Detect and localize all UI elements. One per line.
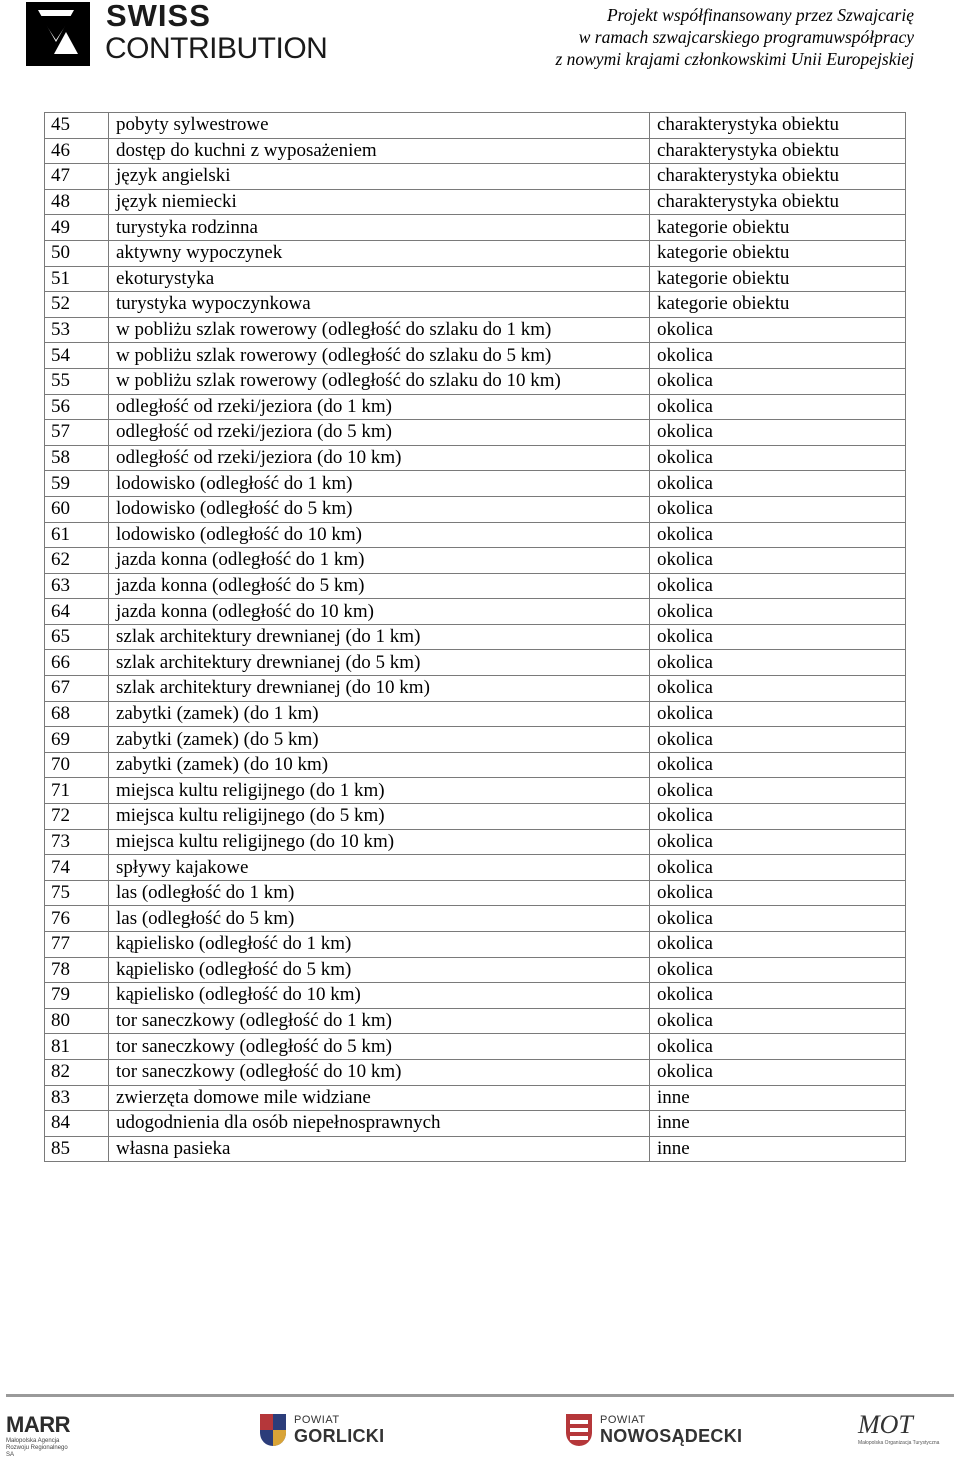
gorlicki-crest-icon — [260, 1414, 286, 1446]
row-number: 59 — [45, 471, 109, 497]
table-row — [45, 1136, 906, 1162]
row-number: 69 — [45, 727, 109, 753]
row-name: odległość od rzeki/jeziora (do 1 km) — [109, 394, 650, 420]
row-name: zabytki (zamek) (do 10 km) — [109, 752, 650, 778]
row-name: turystyka rodzinna — [109, 215, 650, 241]
row-category: inne — [650, 1111, 906, 1137]
row-number: 50 — [45, 240, 109, 266]
row-number: 77 — [45, 932, 109, 958]
row-category: inne — [650, 1085, 906, 1111]
logo-line-1: SWISS — [106, 0, 211, 33]
row-name: ekoturystyka — [109, 266, 650, 292]
table-row — [45, 189, 906, 215]
row-category: okolica — [650, 932, 906, 958]
table-row — [45, 752, 906, 778]
row-name: jazda konna (odległość do 10 km) — [109, 599, 650, 625]
row-number: 79 — [45, 983, 109, 1009]
row-number: 73 — [45, 829, 109, 855]
row-name: w pobliżu szlak rowerowy (odległość do szlaku do 5 km) — [109, 343, 650, 369]
table-row — [45, 522, 906, 548]
row-category: okolica — [650, 1008, 906, 1034]
table-row — [45, 164, 906, 190]
row-name: pobyty sylwestrowe — [109, 113, 650, 139]
row-number: 70 — [45, 752, 109, 778]
table-row — [45, 650, 906, 676]
table-row — [45, 1085, 906, 1111]
row-number: 62 — [45, 548, 109, 574]
row-name: lodowisko (odległość do 10 km) — [109, 522, 650, 548]
row-category: okolica — [650, 317, 906, 343]
nowosadecki-label-2: NOWOSĄDECKI — [600, 1425, 743, 1446]
table-row — [45, 1059, 906, 1085]
row-number: 84 — [45, 1111, 109, 1137]
table-row — [45, 471, 906, 497]
row-number: 75 — [45, 880, 109, 906]
table-row — [45, 138, 906, 164]
row-name: kąpielisko (odległość do 5 km) — [109, 957, 650, 983]
powiat-gorlicki-logo — [260, 1414, 384, 1446]
attributes-table — [44, 112, 905, 1162]
table-row — [45, 855, 906, 881]
row-category: okolica — [650, 624, 906, 650]
nowosadecki-crest-icon — [566, 1414, 592, 1446]
row-name: lodowisko (odległość do 1 km) — [109, 471, 650, 497]
table-row — [45, 727, 906, 753]
row-category: okolica — [650, 599, 906, 625]
row-name: turystyka wypoczynkowa — [109, 292, 650, 318]
row-category: okolica — [650, 752, 906, 778]
row-category: okolica — [650, 420, 906, 446]
row-number: 60 — [45, 496, 109, 522]
cofinancing-note-line-1: Projekt współfinansowany przez Szwajcarię — [606, 5, 914, 25]
row-category: charakterystyka obiektu — [650, 189, 906, 215]
table-row — [45, 1034, 906, 1060]
mot-logo-mark: MOT — [858, 1410, 913, 1439]
row-number: 58 — [45, 445, 109, 471]
row-name: tor saneczkowy (odległość do 1 km) — [109, 1008, 650, 1034]
row-name: zabytki (zamek) (do 5 km) — [109, 727, 650, 753]
row-name: zwierzęta domowe mile widziane — [109, 1085, 650, 1111]
cofinancing-note-line-3: z nowymi krajami członkowskimi Unii Europejskiej — [555, 49, 914, 69]
row-number: 81 — [45, 1034, 109, 1060]
row-number: 68 — [45, 701, 109, 727]
row-category: okolica — [650, 880, 906, 906]
row-number: 66 — [45, 650, 109, 676]
row-number: 83 — [45, 1085, 109, 1111]
gorlicki-label-2: GORLICKI — [294, 1425, 385, 1446]
row-number: 53 — [45, 317, 109, 343]
row-name: las (odległość do 5 km) — [109, 906, 650, 932]
table-row — [45, 496, 906, 522]
row-category: okolica — [650, 548, 906, 574]
table-row — [45, 445, 906, 471]
table-row — [45, 624, 906, 650]
row-name: szlak architektury drewnianej (do 5 km) — [109, 650, 650, 676]
row-number: 56 — [45, 394, 109, 420]
table-row — [45, 266, 906, 292]
row-name: język niemiecki — [109, 189, 650, 215]
row-category: okolica — [650, 701, 906, 727]
row-number: 52 — [45, 292, 109, 318]
row-number: 49 — [45, 215, 109, 241]
row-category: okolica — [650, 804, 906, 830]
row-number: 55 — [45, 368, 109, 394]
row-number: 67 — [45, 676, 109, 702]
row-number: 61 — [45, 522, 109, 548]
row-category: okolica — [650, 957, 906, 983]
marr-logo — [6, 1414, 76, 1459]
table-row — [45, 957, 906, 983]
row-name: lodowisko (odległość do 5 km) — [109, 496, 650, 522]
row-name: jazda konna (odległość do 5 km) — [109, 573, 650, 599]
marr-logo-title: MARR — [6, 1412, 70, 1437]
row-category: kategorie obiektu — [650, 292, 906, 318]
swiss-contribution-logo — [26, 2, 346, 68]
table-row — [45, 701, 906, 727]
row-name: tor saneczkowy (odległość do 10 km) — [109, 1059, 650, 1085]
row-name: jazda konna (odległość do 1 km) — [109, 548, 650, 574]
table-row — [45, 676, 906, 702]
row-name: zabytki (zamek) (do 1 km) — [109, 701, 650, 727]
row-name: własna pasieka — [109, 1136, 650, 1162]
table-row — [45, 880, 906, 906]
row-category: okolica — [650, 573, 906, 599]
table-row — [45, 343, 906, 369]
row-category: okolica — [650, 676, 906, 702]
row-category: kategorie obiektu — [650, 215, 906, 241]
row-name: szlak architektury drewnianej (do 1 km) — [109, 624, 650, 650]
row-number: 72 — [45, 804, 109, 830]
row-category: okolica — [650, 1059, 906, 1085]
row-name: odległość od rzeki/jeziora (do 5 km) — [109, 420, 650, 446]
table-row — [45, 778, 906, 804]
row-category: charakterystyka obiektu — [650, 164, 906, 190]
row-category: okolica — [650, 855, 906, 881]
row-number: 74 — [45, 855, 109, 881]
row-category: okolica — [650, 496, 906, 522]
table-row — [45, 1008, 906, 1034]
table-row — [45, 215, 906, 241]
row-category: okolica — [650, 471, 906, 497]
row-name: w pobliżu szlak rowerowy (odległość do szlaku do 10 km) — [109, 368, 650, 394]
row-name: dostęp do kuchni z wyposażeniem — [109, 138, 650, 164]
cofinancing-note-line-2: w ramach szwajcarskiego programuwspółpracy — [578, 27, 914, 47]
row-category: okolica — [650, 650, 906, 676]
row-name: kąpielisko (odległość do 1 km) — [109, 932, 650, 958]
table-row — [45, 420, 906, 446]
table-row — [45, 317, 906, 343]
row-number: 76 — [45, 906, 109, 932]
row-name: kąpielisko (odległość do 10 km) — [109, 983, 650, 1009]
row-name: aktywny wypoczynek — [109, 240, 650, 266]
row-category: okolica — [650, 778, 906, 804]
row-number: 65 — [45, 624, 109, 650]
row-number: 80 — [45, 1008, 109, 1034]
row-name: spływy kajakowe — [109, 855, 650, 881]
row-category: okolica — [650, 522, 906, 548]
row-category: charakterystyka obiektu — [650, 113, 906, 139]
table-row — [45, 548, 906, 574]
table-row — [45, 983, 906, 1009]
row-number: 64 — [45, 599, 109, 625]
cofinancing-note — [555, 4, 914, 70]
table-row — [45, 240, 906, 266]
row-category: charakterystyka obiektu — [650, 138, 906, 164]
table-row — [45, 906, 906, 932]
row-category: okolica — [650, 829, 906, 855]
row-number: 63 — [45, 573, 109, 599]
row-number: 57 — [45, 420, 109, 446]
row-category: kategorie obiektu — [650, 240, 906, 266]
gorlicki-label-1: POWIAT — [294, 1413, 340, 1426]
logo-line-2: CONTRIBUTION — [105, 32, 328, 65]
footer-divider — [6, 1394, 954, 1397]
row-number: 85 — [45, 1136, 109, 1162]
row-name: miejsca kultu religijnego (do 5 km) — [109, 804, 650, 830]
table-row — [45, 829, 906, 855]
row-number: 47 — [45, 164, 109, 190]
row-category: okolica — [650, 727, 906, 753]
row-name: tor saneczkowy (odległość do 5 km) — [109, 1034, 650, 1060]
table-row — [45, 932, 906, 958]
table-row — [45, 599, 906, 625]
table-row — [45, 292, 906, 318]
row-category: kategorie obiektu — [650, 266, 906, 292]
mot-logo — [858, 1410, 939, 1446]
row-number: 82 — [45, 1059, 109, 1085]
attributes-table-body — [45, 113, 906, 1162]
table-row — [45, 804, 906, 830]
table-row — [45, 368, 906, 394]
row-name: język angielski — [109, 164, 650, 190]
row-name: las (odległość do 1 km) — [109, 880, 650, 906]
marr-logo-subtitle: Małopolska Agencja Rozwoju Regionalnego SA — [6, 1438, 68, 1458]
row-name: miejsca kultu religijnego (do 10 km) — [109, 829, 650, 855]
table-row — [45, 113, 906, 139]
row-name: w pobliżu szlak rowerowy (odległość do szlaku do 1 km) — [109, 317, 650, 343]
row-category: inne — [650, 1136, 906, 1162]
row-category: okolica — [650, 343, 906, 369]
row-category: okolica — [650, 906, 906, 932]
row-category: okolica — [650, 1034, 906, 1060]
row-name: udogodnienia dla osób niepełnosprawnych — [109, 1111, 650, 1137]
footer-logos — [0, 1400, 960, 1461]
row-number: 54 — [45, 343, 109, 369]
table-row — [45, 573, 906, 599]
row-number: 48 — [45, 189, 109, 215]
row-name: odległość od rzeki/jeziora (do 10 km) — [109, 445, 650, 471]
table-row — [45, 394, 906, 420]
row-category: okolica — [650, 368, 906, 394]
row-number: 71 — [45, 778, 109, 804]
row-category: okolica — [650, 983, 906, 1009]
row-number: 46 — [45, 138, 109, 164]
nowosadecki-label-1: POWIAT — [600, 1413, 646, 1426]
row-number: 51 — [45, 266, 109, 292]
mot-logo-subtitle: Małopolska Organizacja Turystyczna — [858, 1440, 940, 1446]
powiat-nowosadecki-logo — [566, 1414, 742, 1446]
table-row — [45, 1111, 906, 1137]
row-category: okolica — [650, 394, 906, 420]
swiss-logo-mark-icon — [26, 2, 90, 66]
row-category: okolica — [650, 445, 906, 471]
row-name: szlak architektury drewnianej (do 10 km) — [109, 676, 650, 702]
row-number: 78 — [45, 957, 109, 983]
row-number: 45 — [45, 113, 109, 139]
row-name: miejsca kultu religijnego (do 1 km) — [109, 778, 650, 804]
